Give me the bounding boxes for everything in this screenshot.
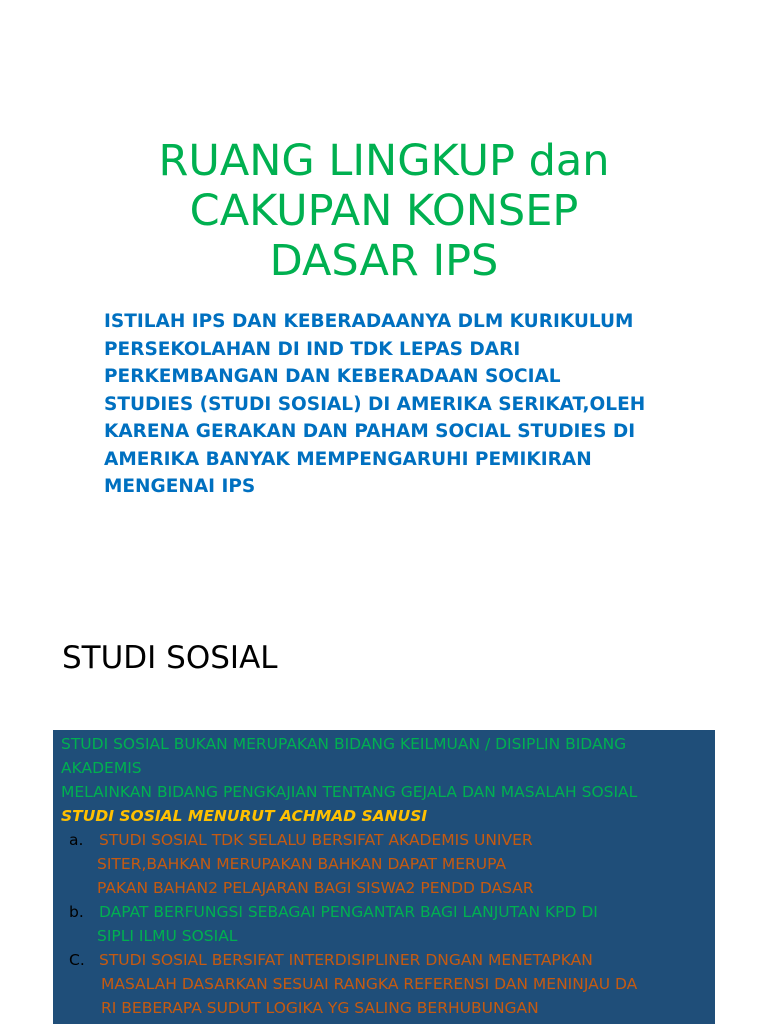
intro-line: MELAINKAN BIDANG PENGKAJIAN TENTANG GEJALA DAN MASALAH SOSIAL	[61, 783, 638, 801]
list-item-line: STUDI SOSIAL BERSIFAT INTERDISIPLINER DNGAN MENETAPKAN	[99, 951, 593, 969]
list-marker: a.	[69, 831, 84, 849]
slide-title	[0, 136, 768, 286]
title-line: CAKUPAN KONSEP	[189, 186, 579, 236]
intro-line: STUDI SOSIAL BUKAN MERUPAKAN BIDANG KEILMUAN / DISIPLIN BIDANG	[61, 735, 627, 753]
title-line: RUANG LINGKUP dan	[158, 136, 610, 186]
title-line: DASAR IPS	[269, 236, 499, 286]
content-box	[53, 730, 715, 1024]
list-item-line: SITER,BAHKAN MERUPAKAN BAHKAN DAPAT MERUPA	[97, 855, 507, 873]
list-item-line: DAPAT BERFUNGSI SEBAGAI PENGANTAR BAGI LANJUTAN KPD DI	[99, 903, 598, 921]
body-line: STUDIES (STUDI SOSIAL) DI AMERIKA SERIKAT,OLEH	[104, 393, 646, 415]
list-marker: b.	[69, 903, 84, 921]
intro-line: AKADEMIS	[61, 759, 142, 777]
body-line: AMERIKA BANYAK MEMPENGARUHI PEMIKIRAN	[104, 448, 592, 470]
list-item-line: MASALAH DASARKAN SESUAI RANGKA REFERENSI DAN MENINJAU DA	[101, 975, 638, 993]
list-item-line: STUDI SOSIAL TDK SELALU BERSIFAT AKADEMIS UNIVER	[99, 831, 533, 849]
body-line: PERSEKOLAHAN DI IND TDK LEPAS DARI	[104, 338, 521, 360]
slide-body-text	[104, 308, 664, 501]
section-title: STUDI SOSIAL	[62, 640, 278, 676]
list-marker: C.	[69, 951, 85, 969]
body-line: KARENA GERAKAN DAN PAHAM SOCIAL STUDIES DI	[104, 421, 636, 442]
list-item-line: PAKAN BAHAN2 PELAJARAN BAGI SISWA2 PENDD DASAR	[97, 879, 534, 897]
list-item-line: SIPLI ILMU SOSIAL	[97, 927, 238, 945]
body-line: ISTILAH IPS DAN KEBERADAANYA DLM KURIKULUM	[104, 311, 634, 332]
body-line: PERKEMBANGAN DAN KEBERADAAN SOCIAL	[104, 366, 561, 387]
body-line: MENGENAI IPS	[104, 476, 256, 497]
subheading: STUDI SOSIAL MENURUT ACHMAD SANUSI	[61, 807, 428, 825]
list-item-line: RI BEBERAPA SUDUT LOGIKA YG SALING BERHUBUNGAN	[101, 999, 539, 1017]
